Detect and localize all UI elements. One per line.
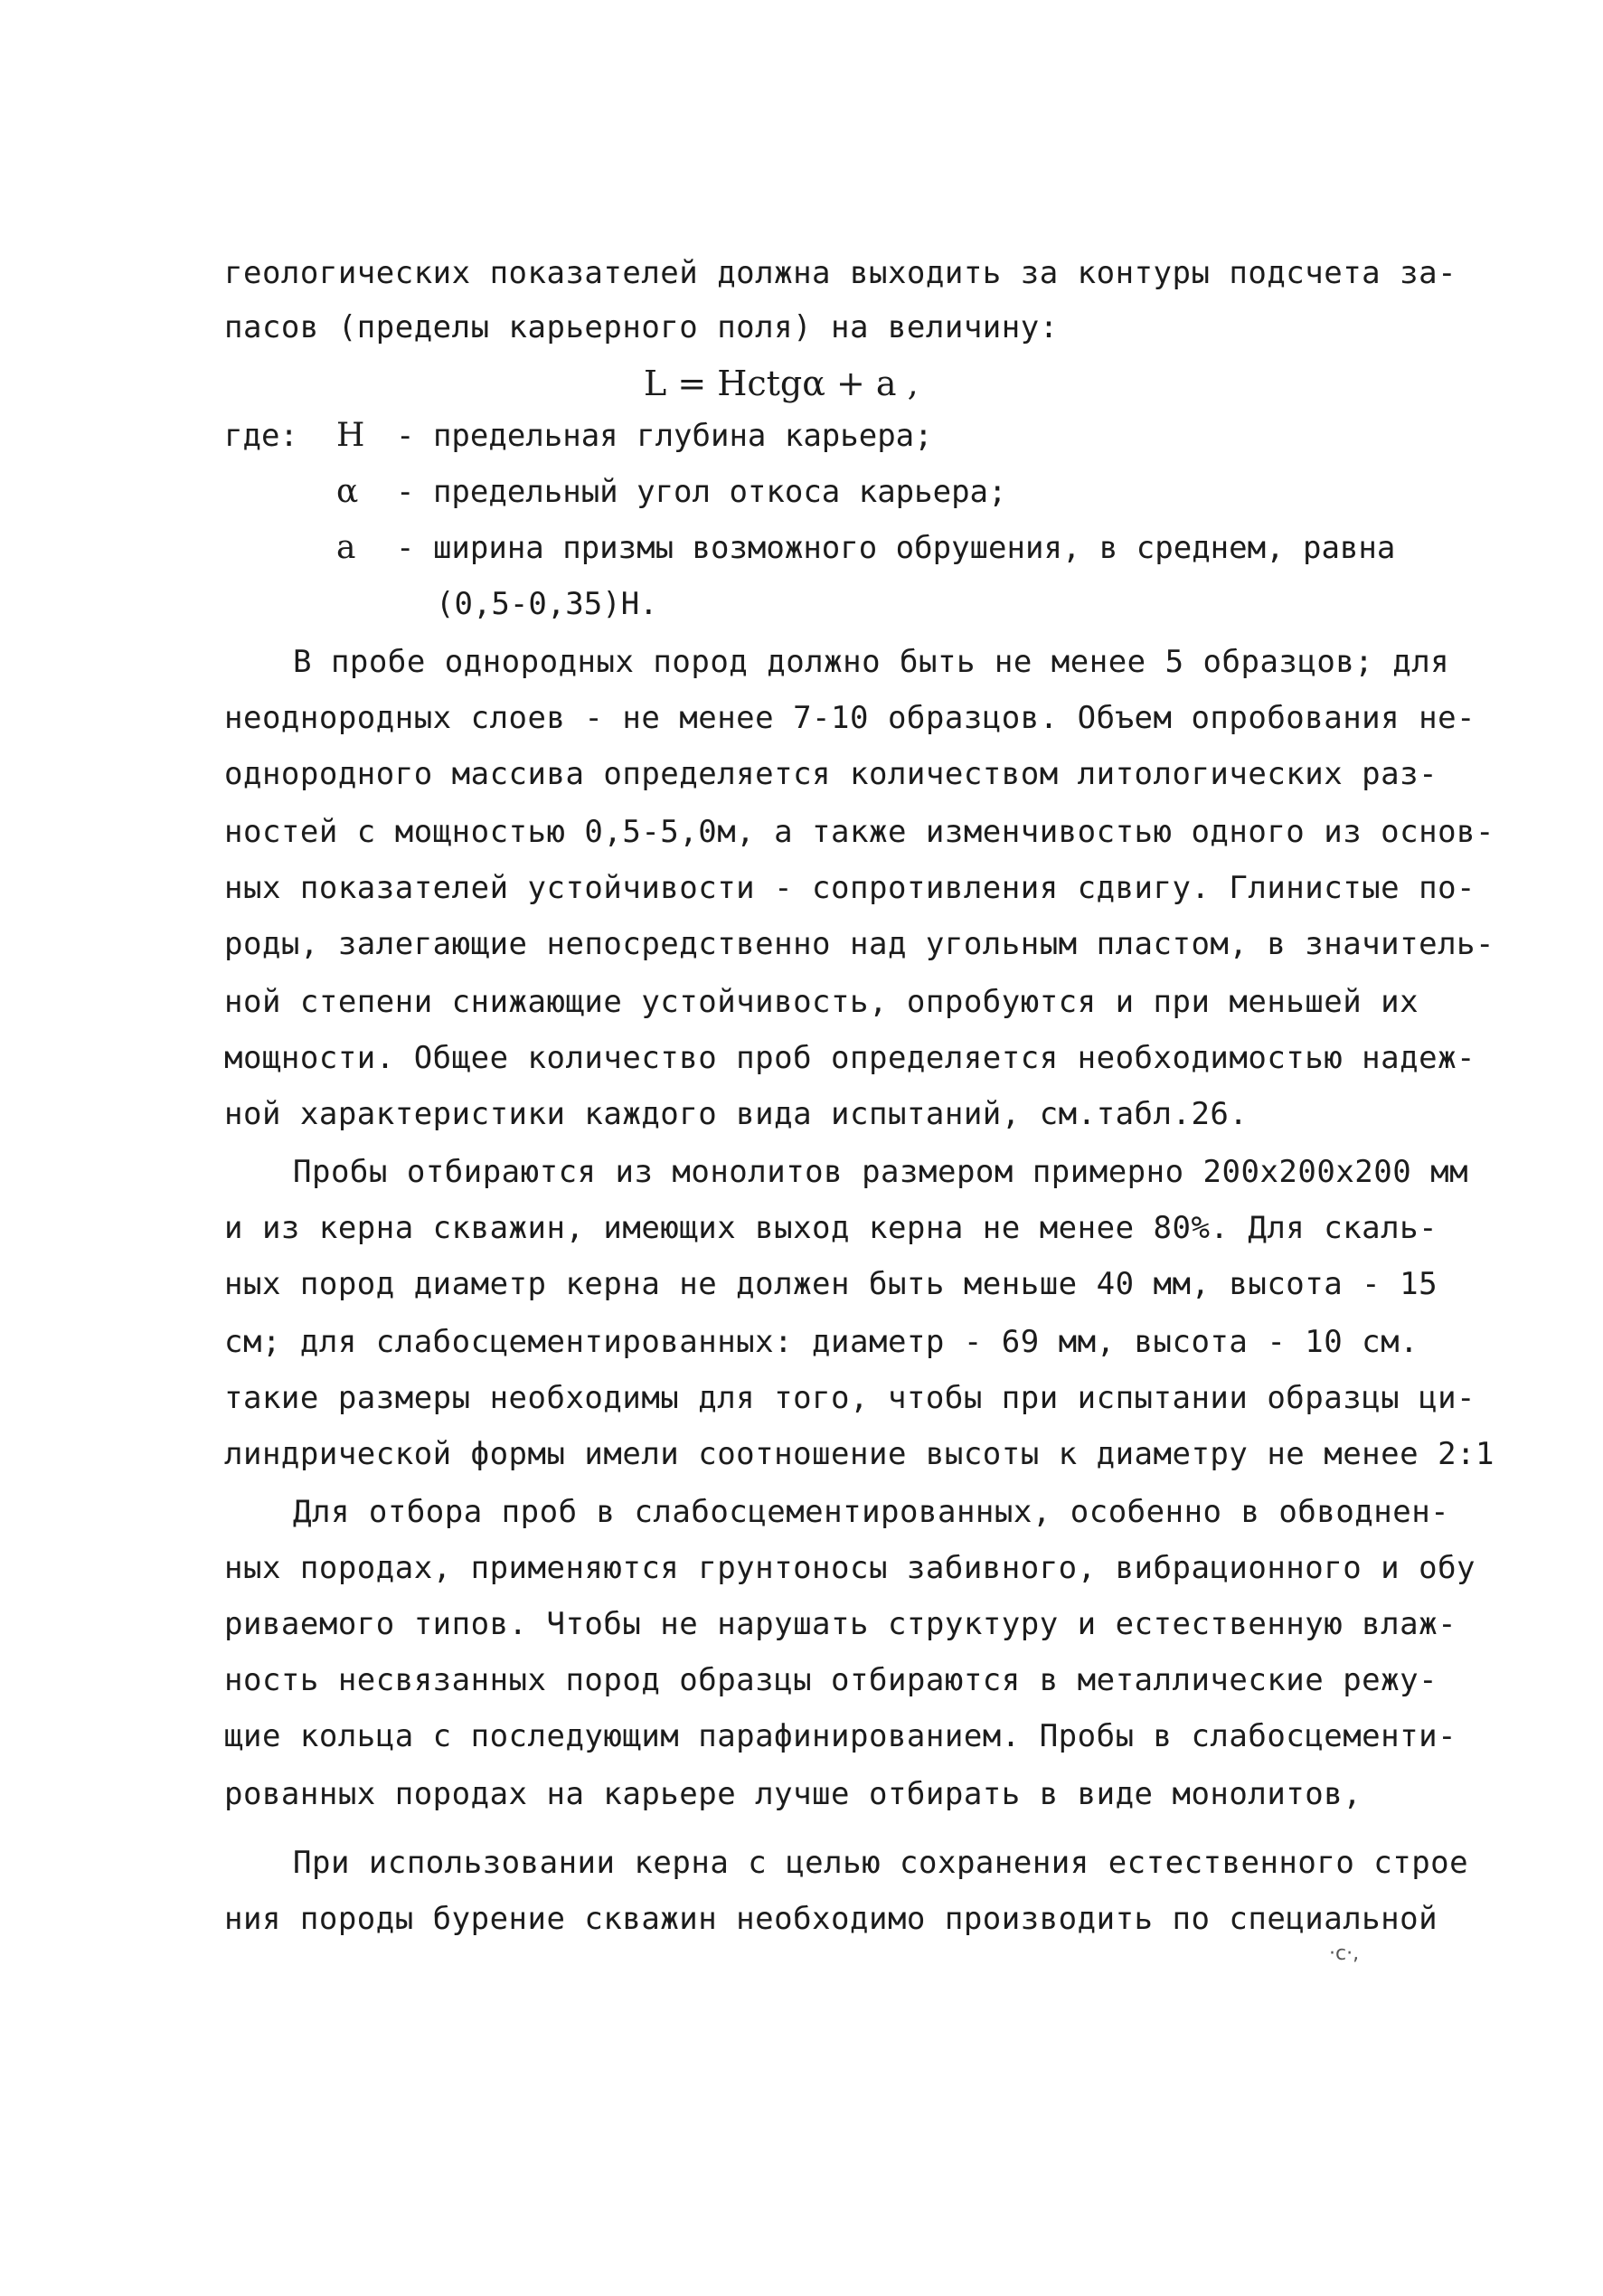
variable-description: - предельная глубина карьера; <box>396 418 933 454</box>
paragraph-3-line: Для отбора проб в слабосцементированных, особенно в обводнен- <box>293 1494 1450 1530</box>
paragraph-1-line: В пробе однородных пород должно быть не менее 5 образцов; для <box>293 644 1450 680</box>
paragraph-1-line: неоднородных слоев - не менее 7-10 образцов. Объем опробования не- <box>224 700 1476 736</box>
variable-symbol: H <box>336 417 365 454</box>
paragraph-2-line: такие размеры необходимы для того, чтобы при испытании образцы ци- <box>224 1380 1476 1416</box>
variable-description: - ширина призмы возможного обрушения, в среднем, равна <box>396 530 1396 566</box>
text-line: пасов (пределы карьерного поля) на величину: <box>224 309 1059 345</box>
paragraph-3-line: риваемого типов. Чтобы не нарушать структуру и естественную влаж- <box>224 1606 1457 1642</box>
where-label: где: <box>224 418 298 454</box>
paragraph-1-line: роды, залегающие непосредственно над угольным пластом, в значитель- <box>224 926 1495 962</box>
variable-symbol: a <box>336 529 356 566</box>
paragraph-4-line: При использовании керна с целью сохранения естественного строе <box>293 1845 1469 1881</box>
paragraph-3-line: щие кольца с последующим парафинированием. Пробы в слабосцементи- <box>224 1718 1457 1754</box>
variable-description: - предельный угол откоса карьера; <box>396 474 1007 510</box>
paragraph-1-line: ностей с мощностью 0,5-5,0м, а также изменчивостью одного из основ- <box>224 814 1495 850</box>
text-line: геологических показателей должна выходить за контуры подсчета за- <box>224 255 1457 291</box>
paragraph-1-line: однородного массива определяется количеством литологических раз- <box>224 756 1438 792</box>
paragraph-2-line: см; для слабосцементированных: диаметр - 69 мм, высота - 10 см. <box>224 1324 1419 1360</box>
paragraph-3-line: ных породах, применяются грунтоносы забивного, вибрационного и обу <box>224 1550 1476 1586</box>
paragraph-2-line: Пробы отбираются из монолитов размером примерно 200x200x200 мм <box>293 1154 1469 1190</box>
paragraph-1-line: ной степени снижающие устойчивость, опробуются и при меньшей их <box>224 984 1419 1020</box>
paragraph-2-line: линдрической формы имели соотношение высоты к диаметру не менее 2:1 <box>224 1436 1495 1472</box>
paragraph-3-line: ность несвязанных пород образцы отбираются в металлические режу- <box>224 1662 1438 1698</box>
paragraph-4-line: ния породы бурение скважин необходимо производить по специальной <box>224 1901 1438 1937</box>
paragraph-2-line: и из керна скважин, имеющих выход керна не менее 80%. Для скаль- <box>224 1210 1438 1246</box>
paragraph-1-line: ной характеристики каждого вида испытаний, см.табл.26. <box>224 1096 1249 1132</box>
variable-symbol: α <box>336 473 359 510</box>
paragraph-1-line: ных показателей устойчивости - сопротивления сдвигу. Глинистые по- <box>224 870 1476 906</box>
corner-mark: ·с·, <box>1329 1942 1360 1965</box>
paragraph-1-line: мощности. Общее количество проб определяется необходимостью надеж- <box>224 1040 1476 1076</box>
paragraph-3-line: рованных породах на карьере лучше отбирать в виде монолитов, <box>224 1776 1363 1812</box>
formula: L = Hctgα + a , <box>644 364 919 403</box>
variable-description-continuation: (0,5-0,35)H. <box>436 586 658 622</box>
paragraph-2-line: ных пород диаметр керна не должен быть меньше 40 мм, высота - 15 <box>224 1266 1438 1302</box>
